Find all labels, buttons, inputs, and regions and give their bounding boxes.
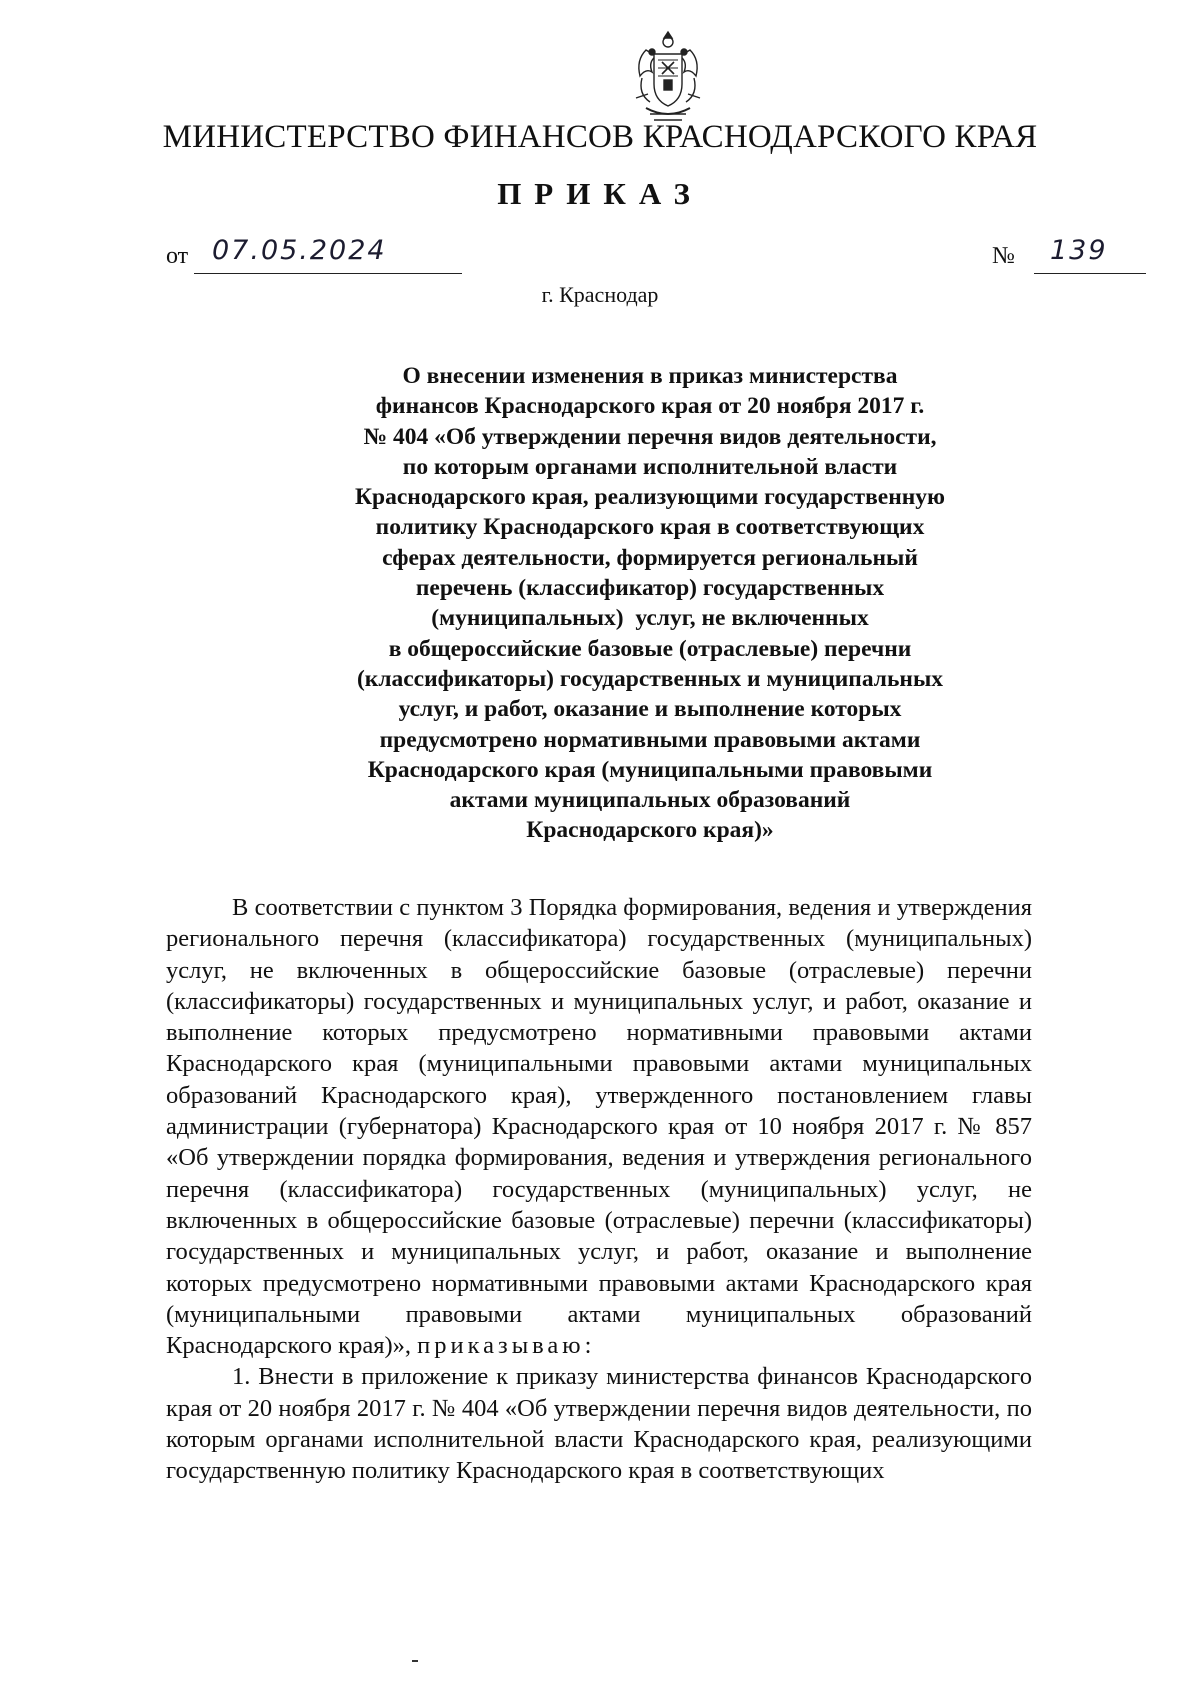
handwritten-number: 139 xyxy=(1050,235,1108,266)
number-row xyxy=(992,235,1108,270)
title-line: О внесении изменения в приказ министерства xyxy=(402,363,898,389)
title-line: Краснодарского края, реализующими государственную xyxy=(354,484,945,511)
title-line: политику Краснодарского края в соответствующих xyxy=(375,514,925,541)
title-line: № 404 «Об утверждении перечня видов деятельности, xyxy=(363,423,937,450)
title-line: в общероссийские базовые (отраслевые) перечни xyxy=(388,635,912,662)
preamble-text: В соответствии с пунктом 3 Порядка формирования, ведения и утверждения регионального перечня (классификатора) государственных (муниципальных) услуг, не включенных в общероссийские базовые (отраслевые) перечни (классификаторы) государственных и муниципальных услуг, и работ, оказание и выполнение которых предусмотрено нормативными правовыми актами Краснодарского края (муниципальными правовыми актами муниципальных образований Краснодарского края), утвержденного постановлением главы администрации (губернатора) Краснодарского края от 10 ноября 2017 г. № 857 «Об утверждении порядка формирования, ведения и утверждения регионального перечня (классификатора) государственных (муниципальных) услуг, не включенных в общероссийские базовые (отраслевые) перечни (классификаторы) государственных и муниципальных услуг, и работ, оказание и выполнение которых предусмотрено нормативными правовыми актами Краснодарского края (муниципальными правовыми актами муниципальных образований Краснодарского края)», xyxy=(166,894,1032,1360)
scan-mark xyxy=(412,1660,418,1662)
number-label: № xyxy=(992,243,1015,269)
title-line: (классификаторы) государственных и муниципальных xyxy=(356,665,944,692)
number-underline xyxy=(1034,273,1146,274)
preamble-paragraph xyxy=(166,892,1032,1361)
order-word: приказываю: xyxy=(417,1332,596,1360)
clause-1-paragraph: 1. Внести в приложение к приказу министерства финансов Краснодарского края от 20 ноября 2017 г. № 404 «Об утверждении перечня видов деятельности, по которым органами исполнительной власти Краснодарского края, реализующими государственную политику Краснодарского края в соответствующих xyxy=(166,1363,1032,1485)
body-text xyxy=(166,892,1032,1487)
title-line: (муниципальных) услуг, не включенных xyxy=(431,605,869,632)
title-line: сферах деятельности, формируется региональный xyxy=(382,544,918,571)
title-line: по которым органами исполнительной власти xyxy=(402,453,898,480)
city-name: г. Краснодар xyxy=(541,282,659,307)
title-line: Краснодарского края (муниципальными правовыми xyxy=(367,756,933,783)
title-line: финансов Краснодарского края от 20 ноября 2017 г. xyxy=(375,393,925,420)
ministry-name: МИНИСТЕРСТВО ФИНАНСОВ КРАСНОДАРСКОГО КРАЯ xyxy=(162,119,1038,155)
title-line: предусмотрено нормативными правовыми актами xyxy=(379,726,921,753)
order-title xyxy=(250,361,1050,846)
coat-of-arms-emblem xyxy=(628,28,708,128)
title-line: перечень (классификатор) государственных xyxy=(415,575,885,602)
date-underline xyxy=(194,273,462,274)
date-row xyxy=(166,235,387,270)
document-type: ПРИКАЗ xyxy=(497,176,703,211)
handwritten-date: 07.05.2024 xyxy=(212,235,387,266)
title-line: актами муниципальных образований xyxy=(449,787,851,814)
title-line: Краснодарского края)» xyxy=(526,817,774,844)
title-line: услуг, и работ, оказание и выполнение которых xyxy=(398,696,902,723)
date-label: от xyxy=(166,243,189,269)
